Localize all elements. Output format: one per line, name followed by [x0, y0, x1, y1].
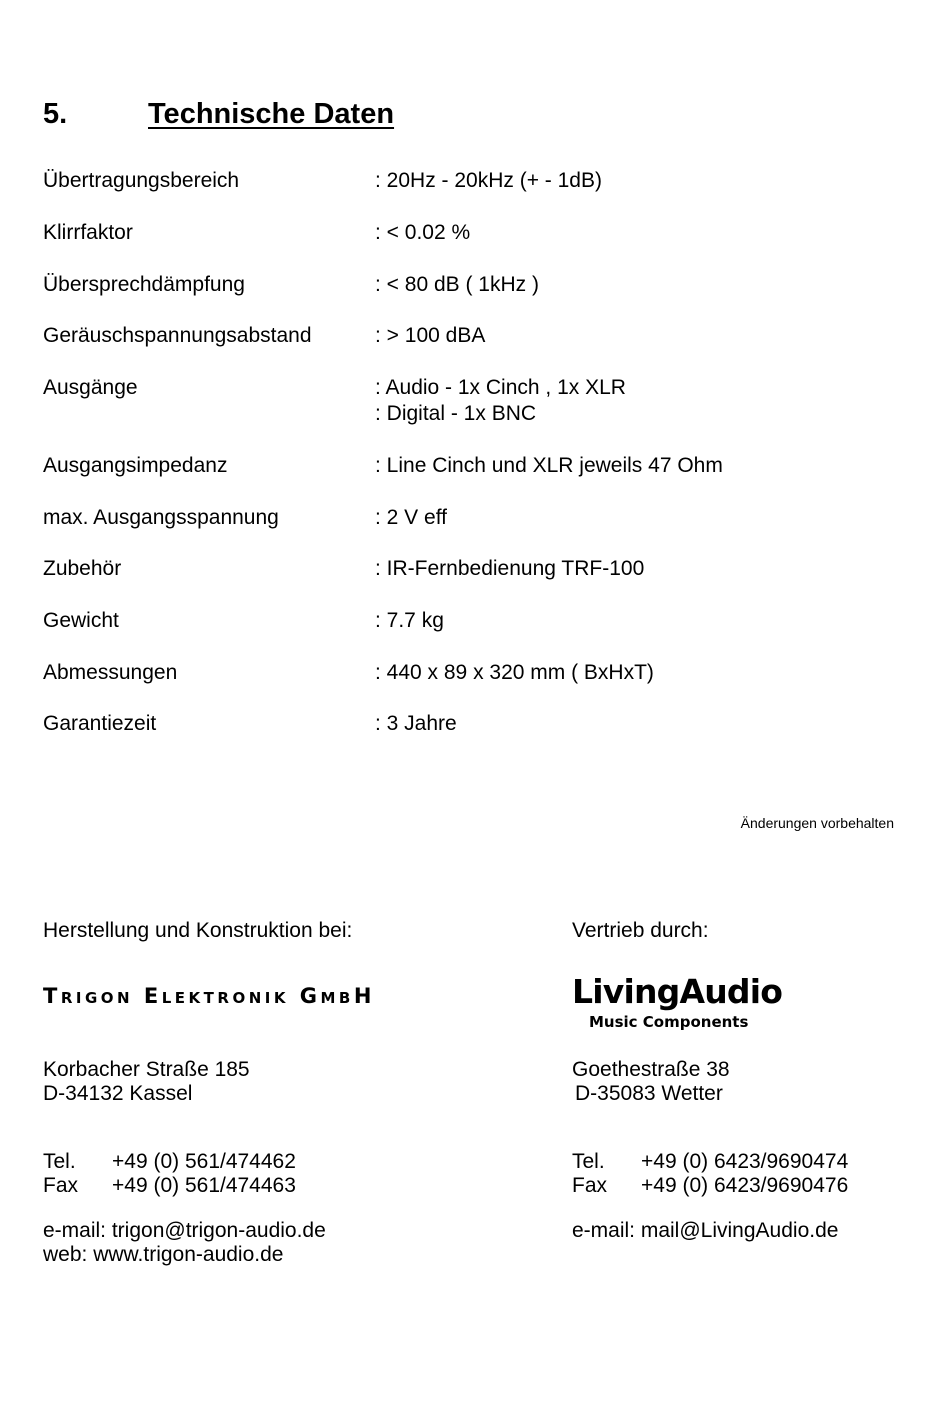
fax-label: Fax — [572, 1174, 608, 1197]
spec-value: : < 80 dB ( 1kHz ) — [375, 273, 539, 296]
spec-label: Übersprechdämpfung — [43, 273, 245, 296]
distributor-fax — [572, 1174, 848, 1198]
spec-label: Zubehör — [43, 557, 122, 580]
spec-label: Garantiezeit — [43, 712, 157, 735]
spec-label: Geräuschspannungsabstand — [43, 324, 312, 347]
spec-value: : 440 x 89 x 320 mm ( BxHxT) — [375, 661, 654, 684]
spec-value: : Audio - 1x Cinch , 1x XLR — [375, 376, 626, 399]
spec-label: max. Ausgangsspannung — [43, 506, 279, 529]
spec-label: Abmessungen — [43, 661, 178, 684]
distributor-heading: Vertrieb durch: — [572, 919, 709, 942]
distributor-street: Goethestraße 38 — [572, 1058, 730, 1081]
manufacturer-street: Korbacher Straße 185 — [43, 1058, 250, 1081]
distributor-city: D-35083 Wetter — [575, 1082, 723, 1105]
fax-number: +49 (0) 561/474463 — [112, 1174, 296, 1197]
manufacturer-fax — [43, 1174, 296, 1198]
livingaudio-logo: LivingAudio — [572, 972, 783, 1011]
fax-number: +49 (0) 6423/9690476 — [641, 1174, 849, 1197]
section-number: 5. — [43, 98, 68, 130]
tel-label: Tel. — [43, 1150, 76, 1173]
spec-label: Ausgänge — [43, 376, 138, 399]
changes-note: Änderungen vorbehalten — [740, 815, 894, 831]
spec-label: Ausgangsimpedanz — [43, 454, 228, 477]
tel-number: +49 (0) 561/474462 — [112, 1150, 296, 1173]
tel-number: +49 (0) 6423/9690474 — [641, 1150, 849, 1173]
spec-value: : Line Cinch und XLR jeweils 47 Ohm — [375, 454, 723, 477]
fax-label: Fax — [43, 1174, 79, 1197]
spec-value: : 2 V eff — [375, 506, 447, 529]
livingaudio-logo-tagline: Music Components — [589, 1013, 749, 1031]
distributor-phone — [572, 1150, 848, 1174]
spec-value: : > 100 dBA — [375, 324, 486, 347]
spec-value: : < 0.02 % — [375, 221, 471, 244]
distributor-email: e-mail: mail@LivingAudio.de — [572, 1219, 839, 1242]
manufacturer-web: web: www.trigon-audio.de — [43, 1243, 284, 1266]
spec-value: : 20Hz - 20kHz (+ - 1dB) — [375, 169, 602, 192]
spec-label: Gewicht — [43, 609, 119, 632]
manufacturer-heading: Herstellung und Konstruktion bei: — [43, 919, 353, 942]
spec-value: : Digital - 1x BNC — [375, 402, 537, 425]
page-title: Technische Daten — [148, 98, 395, 130]
spec-label: Übertragungsbereich — [43, 169, 240, 192]
manufacturer-email: e-mail: trigon@trigon-audio.de — [43, 1219, 326, 1242]
manufacturer-phone — [43, 1150, 296, 1174]
trigon-logo: Trigon Elektronik GmbH — [43, 984, 375, 1008]
spec-label: Klirrfaktor — [43, 221, 133, 244]
spec-value: : 7.7 kg — [375, 609, 444, 632]
tel-label: Tel. — [572, 1150, 605, 1173]
spec-value: : IR-Fernbedienung TRF-100 — [375, 557, 645, 580]
spec-value: : 3 Jahre — [375, 712, 457, 735]
manufacturer-city: D-34132 Kassel — [43, 1082, 193, 1105]
